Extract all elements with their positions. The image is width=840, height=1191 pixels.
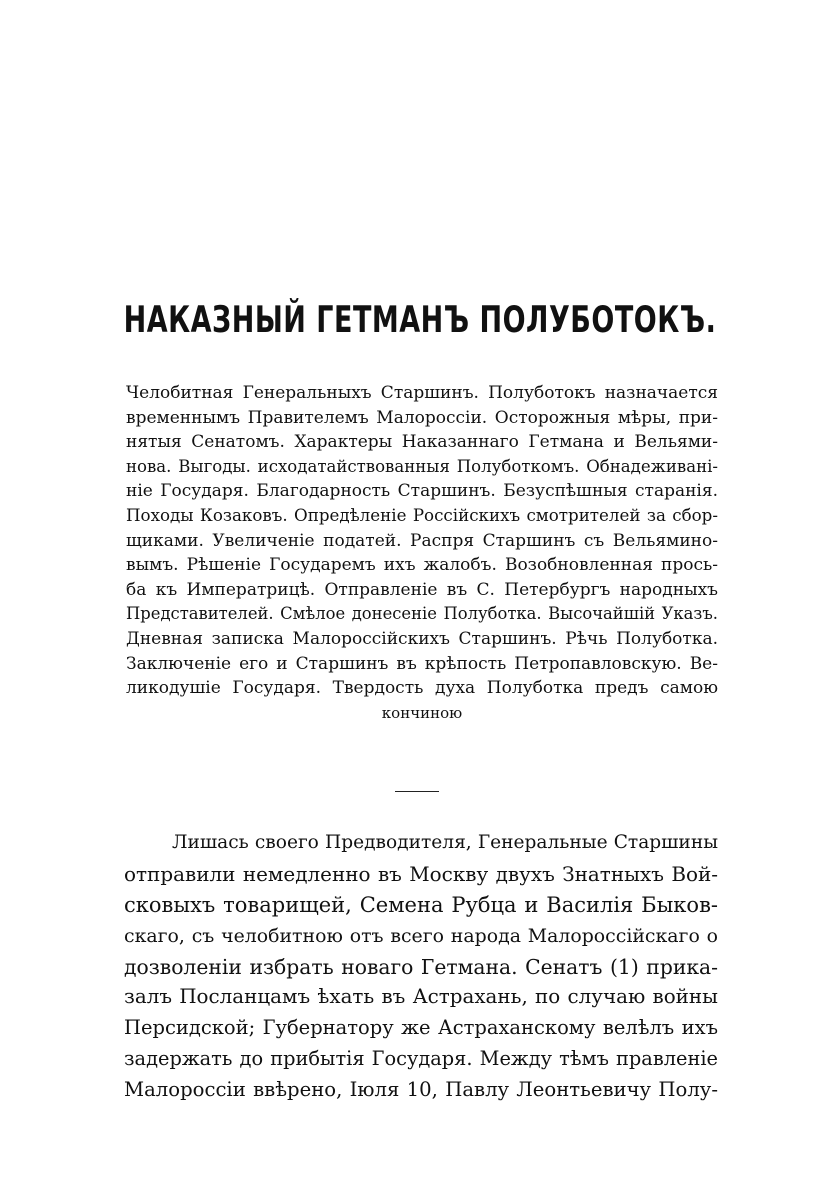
- summary-line: нятыя Сенатомъ. Характеры Наказаннаго Гетмана и Вельями-: [126, 432, 718, 453]
- body-line: дозволеніи избрать новаго Гетмана. Сенатъ (1) прика-: [124, 954, 718, 979]
- body-line: Малороссіи ввѣрено, Іюля 10, Павлу Леонтьевичу Полу-: [124, 1078, 718, 1102]
- summary-line: Походы Козаковъ. Опредѣленіе Россійскихъ смотрителей за сбор-: [126, 505, 718, 525]
- summary-line: Челобитная Генеральныхъ Старшинъ. Полуботокъ назначается: [126, 383, 718, 403]
- body-line: задержать до прибытія Государя. Между тѣмъ правленіе: [124, 1047, 718, 1071]
- chapter-title: НАКАЗНЫЙ ГЕТМАНЪ ПОЛУБОТОКЪ.: [123, 299, 717, 342]
- summary-line: ба къ Императрицѣ. Отправленіе въ С. Петербургъ народныхъ: [126, 579, 718, 600]
- summary-line: ликодушіе Государя. Твердость духа Полуботка предъ самою: [126, 678, 718, 699]
- chapter-summary: [126, 381, 718, 725]
- body-line: залъ Посланцамъ ѣхать въ Астрахань, по случаю войны: [124, 985, 718, 1009]
- summary-line: вымъ. Рѣшеніе Государемъ ихъ жалобъ. Возобновленная прось-: [126, 555, 718, 576]
- summary-line: Заключеніе его и Старшинъ въ крѣпость Петропавловскую. Ве-: [126, 653, 718, 674]
- body-line: сковыхъ товарищей, Семена Рубца и Василія Быков-: [124, 892, 718, 917]
- body-line: Персидской; Губернатору же Астраханскому велѣлъ ихъ: [124, 1016, 718, 1040]
- summary-line: Представителей. Смѣлое донесеніе Полуботка. Высочайшій Указъ.: [126, 604, 718, 624]
- summary-line: временнымъ Правителемъ Малороссіи. Осторожныя мѣры, при-: [126, 407, 718, 428]
- body-line: отправили немедленно въ Москву двухъ Знатныхъ Вой-: [124, 861, 718, 886]
- summary-line: ніе Государя. Благодарность Старшинъ. Безуспѣшныя старанія.: [126, 481, 718, 502]
- body-line: скаго, съ челобитною отъ всего народа Малороссійскаго о: [124, 924, 718, 947]
- summary-line: Дневная записка Малороссійскихъ Старшинъ. Рѣчь Полуботка.: [126, 628, 718, 649]
- body-paragraph: [124, 828, 718, 1106]
- summary-line: нова. Выгоды. исходатайствованныя Полуботкомъ. Обнадеживанi-: [126, 456, 718, 476]
- summary-line: кончиною: [381, 703, 463, 722]
- section-divider: [395, 791, 439, 792]
- summary-line: щиками. Увеличеніе податей. Распря Старшинъ съ Вельямино-: [126, 530, 718, 551]
- body-line: Лишась своего Предводителя, Генеральные Старшины: [172, 832, 718, 853]
